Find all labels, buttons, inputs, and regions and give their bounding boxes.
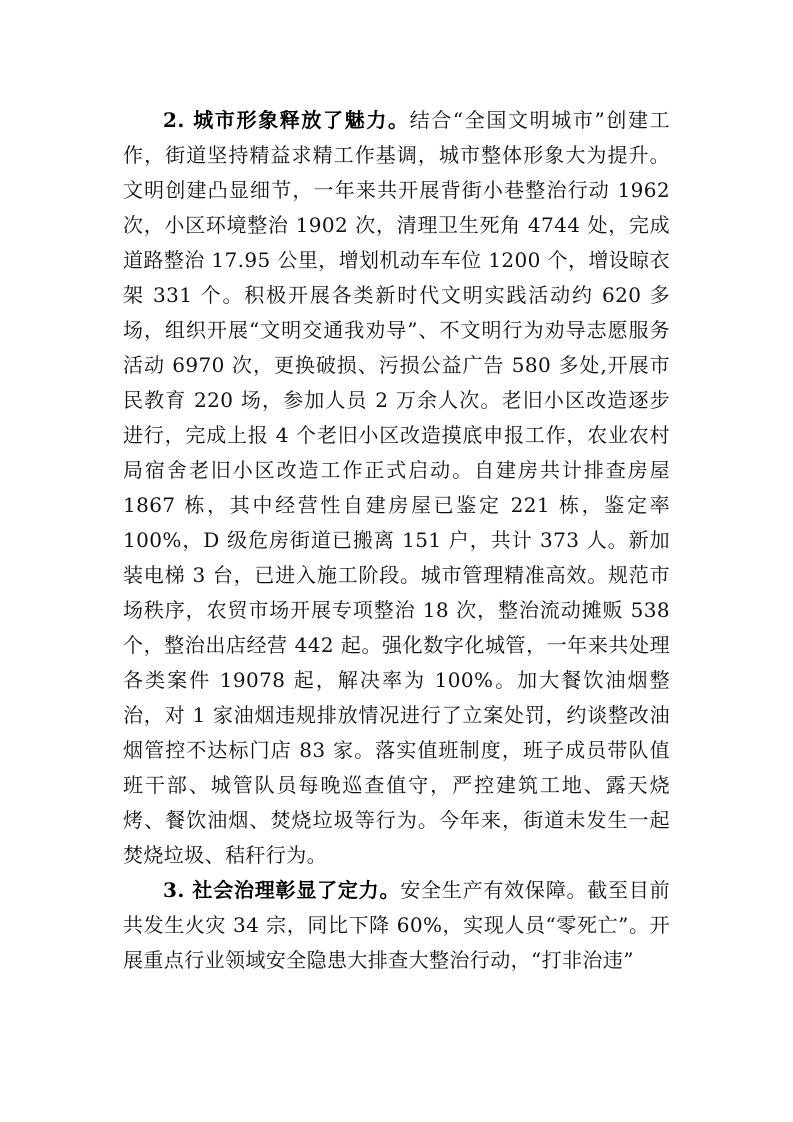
paragraph-heading: 2. 城市形象释放了魅力。 bbox=[163, 108, 410, 132]
paragraph-heading: 3. 社会治理彰显了定力。 bbox=[163, 878, 401, 902]
paragraph-text: 结合“全国文明城市”创建工作，街道坚持精益求精工作基调，城市整体形象大为提升。文明创建凸显细节，一年来共开展背街小巷整治行动 1962 次，小区环境整治 1902 次，清理卫生死角 4744 处，完成道路整治 17.95 公里，增划机动车车位 1200 个，增设晾衣架 331 个。积极开展各类新时代文明实践活动约 620 多场，组织开展“文明交通我劝导”、不文明行为劝导志愿服务活动 6970 次，更换破损、污损公益广告 580 多处,开展市民教育 220 场，参加人员 2 万余人次。老旧小区改造逐步进行，完成上报 4 个老旧小区改造摸底申报工作，农业农村局宿舍老旧小区改造工作正式启动。自建房共计排查房屋 1867 栋，其中经营性自建房屋已鉴定 221 栋，鉴定率 100%，D 级危房街道已搬离 151 户，共计 373 人。新加装电梯 3 台，已进入施工阶段。城市管理精准高效。规范市场秩序，农贸市场开展专项整治 18 次，整治流动摊贩 538 个，整治出店经营 442 起。强化数字化城管，一年来共处理各类案件 19078 起，解决率为 100%。加大餐饮油烟整治，对 1 家油烟违规排放情况进行了立案处罚，约谈整改油烟管控不达标门店 83 家。落实值班制度，班子成员带队值班干部、城管队员每晚巡查值守，严控建筑工地、露天烧烤、餐饮油烟、焚烧垃圾等行为。今年来，街道未发生一起焚烧垃圾、秸秆行为。 bbox=[123, 108, 670, 867]
paragraph-city-image bbox=[123, 103, 670, 873]
paragraph-text: 安全生产有效保障。截至目前共发生火灾 34 宗，同比下降 60%，实现人员“零死亡”。开展重点行业领域安全隐患大排查大整治行动，“打非治违” bbox=[123, 878, 670, 972]
paragraph-social-governance bbox=[123, 873, 670, 978]
document-body bbox=[123, 103, 670, 978]
